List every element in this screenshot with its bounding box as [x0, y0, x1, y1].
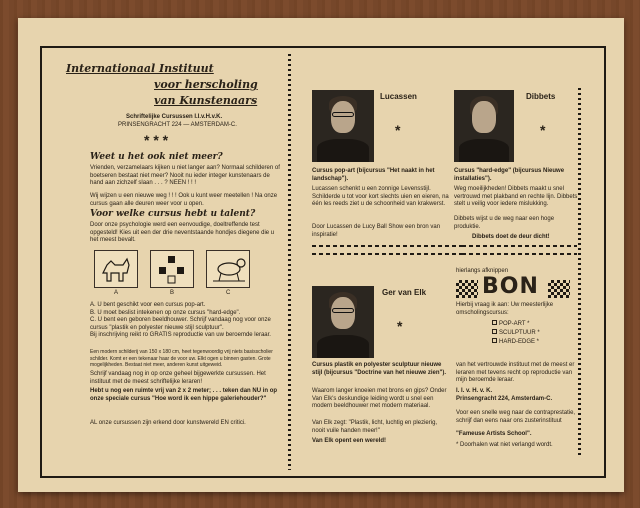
lucassen-name: Lucassen: [380, 92, 417, 101]
bon-title: BON: [482, 274, 539, 299]
hard-edge-checkbox[interactable]: [492, 338, 497, 343]
dibbets-photo: [454, 90, 514, 162]
new-way-paragraph: Wij wijzen u een nieuwe weg ! ! ! Ook u kunt weer meetellen ! Na onze cursus gaan alle deuren weer voor u open.: [90, 193, 278, 207]
lucassen-quote: Door Lucassen de Lucy Ball Show een bron van inspiratie!: [312, 224, 441, 238]
column-divider-right: [578, 88, 581, 456]
coupon-request: Hierbij vraag ik aan: Uw meesterlijke omscholingscursus:: [456, 302, 554, 316]
option-hard-edge[interactable]: [492, 338, 539, 347]
gervanelk-body: Waarom langer knoeien met brons en gips? Onder Van Elk's deskundige leiding wordt u snel een modern beeldhouwer met modern materiaal.: [312, 388, 447, 409]
heading-weet-u: Weet u het ook niet meer?: [90, 152, 223, 162]
row-divider-2: [462, 245, 577, 255]
recognition-footer: AL onze cursussen zijn erkend door kunstwereld EN critici.: [90, 420, 246, 426]
header-stars: * * *: [144, 132, 169, 148]
figure-label-a: A: [114, 290, 119, 296]
address-line: PRINSENGRACHT 224 — AMSTERDAM-C.: [118, 122, 237, 128]
title-line-2: voor herscholing: [154, 78, 258, 91]
figure-dog-b: [150, 250, 194, 288]
gervanelk-star: *: [397, 318, 403, 334]
title-line-3: van Kunstenaars: [154, 94, 258, 107]
option-sculptuur-label: SCULPTUUR *: [499, 330, 540, 336]
option-pop-art[interactable]: [492, 320, 529, 329]
coupon-offer: Voor een snelle weg naar de contraprestatie, schrijf dan eens naar ons zusterinstituut: [456, 410, 576, 424]
dibbets-name: Dibbets: [526, 92, 556, 101]
dibbets-course: Cursus "hard-edge" (bijcursus Nieuwe installaties").: [454, 168, 565, 182]
coupon-guarantee: van het vertrouwde instituut met de meest er leraren met tevens recht op reproductie van mijn beroemde leraar.: [456, 362, 575, 383]
figure-dog-a: [94, 250, 138, 288]
flyer-border: [40, 46, 606, 478]
figure-label-b: B: [170, 290, 175, 296]
gallery-course-paragraph: Hebt u nog een ruimte vrij van 2 x 2 meter; . . . teken dan NU in op onze speciale cursus "Hoe word ik een hippe galeriehouder?": [90, 388, 278, 402]
figure-dog-c: [206, 250, 250, 288]
lucassen-photo: [312, 90, 374, 162]
dibbets-closing: Dibbets doet de deur dicht!: [472, 234, 550, 240]
row-divider-1: [312, 245, 462, 255]
coupon-sister-school: "Fameuse Artists School".: [456, 431, 532, 437]
lucassen-body: Lucassen schenkt u een zonnige Levensstijl. Schilderde u tot voor kort slechts uien en eieren, na één les reeds ziet u de schoonheid van krakwerst.: [312, 186, 449, 207]
option-hard-edge-label: HARD-EDGE *: [499, 339, 540, 345]
gervanelk-photo: [312, 286, 374, 358]
dibbets-quote: Dibbets wijst u de weg naar een hoge produktie.: [454, 216, 555, 230]
gervanelk-name: Ger van Elk: [382, 288, 427, 297]
figure-label-c: C: [226, 290, 231, 296]
intro-paragraph: Vrienden, verzamelaars kijken u niet langer aan? Normaal schilderen of boetseren bestaat niet meer? Nooit nu ieder integer kunstenaars de hand aan zichzelf slaan . . . ? NEEN ! ! !: [90, 165, 280, 186]
dibbets-star: *: [540, 122, 546, 138]
flyer-paper: [18, 18, 624, 492]
heading-talent: Voor welke cursus hebt u talent?: [90, 209, 256, 219]
enroll-paragraph: Schrijf vandaag nog in op onze geheel bijgewerkte cursussen. Het instituut met de meest schriftelijke leraren!: [90, 371, 266, 385]
coupon-checker-left: [456, 280, 478, 298]
lucassen-course: Cursus pop-art (bijcursus "Het naakt in het landschap").: [312, 168, 435, 182]
subtitle: Schriftelijke Cursussen I.I.v.H.v.K.: [126, 114, 223, 120]
coupon-checker-right: [548, 280, 570, 298]
column-divider-left: [288, 54, 291, 470]
title-line-1: Internationaal Instituut: [66, 62, 214, 75]
coupon-address: Prinsengracht 224, Amsterdam-C.: [456, 396, 553, 402]
lucassen-star: *: [395, 122, 401, 138]
test-answers: A. U bent geschikt voor een cursus pop-art. B. U moet beslist intekenen op onze cursus "hard-edge". C. U bent een geboren beeldhouwer. Schrijf vandaag nog voor onze cursus "plastik en polyester nieuwe stijl sculptuur". Bij inschrijving reikt ro GRATIS reproductie van uw beroemde leraar.: [90, 302, 271, 338]
cutout-instruction: hierlangs afknippen: [456, 268, 509, 274]
gervanelk-closing: Van Elk opent een wereld!: [312, 438, 387, 444]
option-pop-art-label: POP-ART *: [499, 321, 530, 327]
fine-print: Een modern schilderij van 150 x 180 cm, heet tegenwoordig vrij niets basisscholier schilder. Komt er een tekenaar haar de voor uw. Elkt ogen u binnen gasten. Grote mogelijkheden. Bestaat niet meer, anderen kunst uitgeweid.: [90, 349, 273, 368]
coupon-institute: I. I. v. H. v. K.: [456, 388, 493, 394]
gervanelk-course: Cursus plastik en polyester sculptuur nieuwe stijl (bijcursus "Doctrine van het nieuwe zien").: [312, 362, 447, 376]
option-sculptuur[interactable]: [492, 329, 540, 338]
coupon-note: * Doorhalen wat niet verlangd wordt.: [456, 442, 553, 448]
gervanelk-quote: Van Elk zegt: "Plastik, licht, luchtig en plezierig, nooit vuile handen meer!": [312, 420, 438, 434]
dibbets-body: Weg moeilijkheden! Dibbets maakt u snel vertrouwd met plakband en rechte lijn. Dibbets stelt u veilig voor iedere mislukking.: [454, 186, 578, 207]
pop-art-checkbox[interactable]: [492, 320, 497, 325]
test-paragraph: Door onze psychologie werd een eenvoudige, doeltreffende test opgesteld! Kies uit een der drie neventstaande hondjes diegene die u het meest bevalt.: [90, 222, 275, 243]
sculptuur-checkbox[interactable]: [492, 329, 497, 334]
